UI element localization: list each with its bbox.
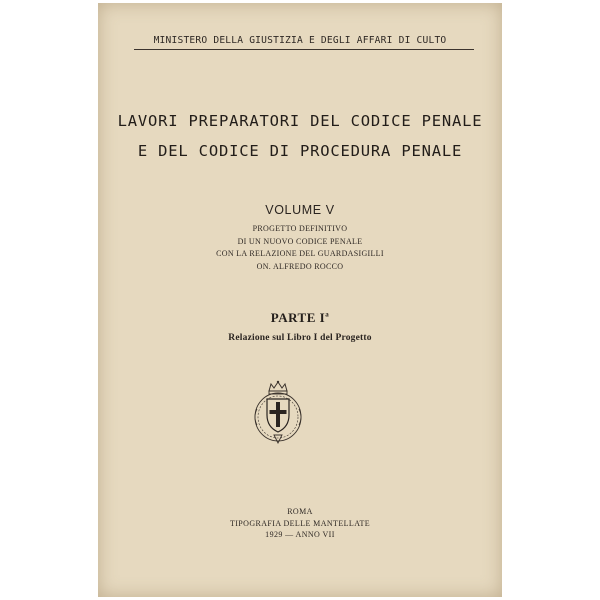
imprint-city: ROMA <box>287 507 313 516</box>
description-line-4: ON. ALFREDO ROCCO <box>256 261 344 271</box>
part-ordinal-mark: a <box>325 310 330 319</box>
main-title-line-1: LAVORI PREPARATORI DEL CODICE PENALE <box>117 112 483 130</box>
imprint-year: 1929 — ANNO VII <box>265 530 335 539</box>
main-title-line-2: E DEL CODICE DI PROCEDURA PENALE <box>137 142 463 160</box>
ministry-header: MINISTERO DELLA GIUSTIZIA E DEGLI AFFARI DI CULTO <box>153 35 447 46</box>
volume-description <box>98 223 502 273</box>
part-heading <box>98 310 502 326</box>
description-line-3: CON LA RELAZIONE DEL GUARDASIGILLI <box>216 249 384 258</box>
description-line-2: DI UN NUOVO CODICE PENALE <box>237 236 363 246</box>
header-divider <box>134 49 474 50</box>
part-subtitle: Relazione sul Libro I del Progetto <box>228 333 372 343</box>
description-line-1: PROGETTO DEFINITIVO <box>252 224 348 233</box>
part-label: PARTE I <box>270 310 326 325</box>
volume-label: VOLUME V <box>265 203 335 217</box>
coat-of-arms-icon <box>252 379 304 445</box>
main-title <box>98 106 502 166</box>
imprint <box>98 506 502 541</box>
title-page <box>98 3 502 597</box>
imprint-printer: TIPOGRAFIA DELLE MANTELLATE <box>229 518 371 528</box>
